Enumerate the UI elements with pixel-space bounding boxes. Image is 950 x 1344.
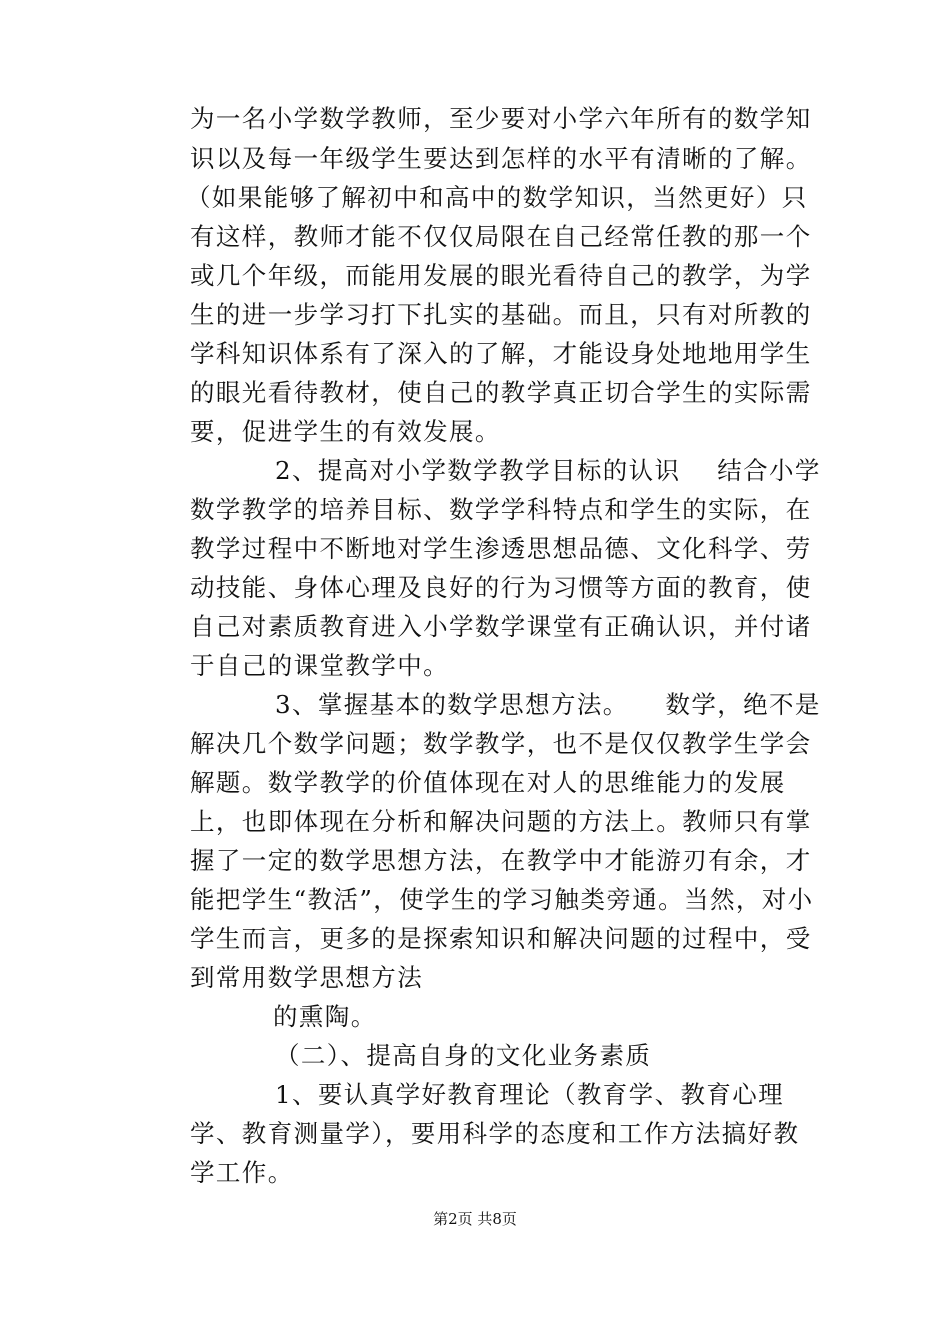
page-number: 第2页 共8页 [433, 1210, 517, 1228]
text-line: 到常用数学思想方法 [190, 963, 424, 992]
text-line: 生的进一步学习打下扎实的基础。而且，只有对所教的 [190, 300, 812, 329]
text-line: 学工作。 [190, 1158, 294, 1187]
section-heading-er: （二）、提高自身的文化业务素质 [275, 1041, 652, 1070]
section-heading-2: 2、提高对小学数学教学目标的认识 结合小学 [275, 456, 821, 485]
text-line: 学科知识体系有了深入的了解，才能设身处地地用学生 [190, 339, 812, 368]
text-line: 解题。数学教学的价值体现在对人的思维能力的发展 [190, 768, 786, 797]
text-line: 动技能、身体心理及良好的行为习惯等方面的教育，使 [190, 573, 812, 602]
text-line: 自己对素质教育进入小学数学课堂有正确认识，并付诸 [190, 612, 812, 641]
text-line: 学、教育测量学），要用科学的态度和工作方法搞好教 [190, 1119, 800, 1148]
section-heading-3: 3、掌握基本的数学思想方法。 数学，绝不是 [275, 690, 821, 719]
subsection-heading-1: 1、要认真学好教育理论（教育学、教育心理 [275, 1080, 785, 1109]
text-line: 要，促进学生的有效发展。 [190, 417, 501, 446]
text-line: 能把学生“教活”，使学生的学习触类旁通。当然，对小 [190, 885, 814, 914]
text-line: 识以及每一年级学生要达到怎样的水平有清晰的了解。 [190, 144, 812, 173]
text-line: 的熏陶。 [273, 1002, 377, 1031]
text-line: 的眼光看待教材，使自己的教学真正切合学生的实际需 [190, 378, 812, 407]
text-line: （如果能够了解初中和高中的数学知识，当然更好）只 [186, 183, 808, 212]
text-line: 上，也即体现在分析和解决问题的方法上。教师只有掌 [190, 807, 812, 836]
text-line: 学生而言，更多的是探索知识和解决问题的过程中，受 [190, 924, 812, 953]
text-line: 或几个年级，而能用发展的眼光看待自己的教学，为学 [190, 261, 812, 290]
text-line: 解决几个数学问题；数学教学，也不是仅仅教学生学会 [190, 729, 812, 758]
text-line: 于自己的课堂教学中。 [190, 651, 449, 680]
text-line: 握了一定的数学思想方法，在教学中才能游刃有余，才 [190, 846, 812, 875]
text-line: 数学教学的培养目标、数学学科特点和学生的实际，在 [190, 495, 812, 524]
text-line: 为一名小学数学教师，至少要对小学六年所有的数学知 [190, 104, 812, 133]
text-line: 有这样，教师才能不仅仅局限在自己经常任教的那一个 [190, 222, 812, 251]
text-line: 教学过程中不断地对学生渗透思想品德、文化科学、劳 [190, 534, 812, 563]
